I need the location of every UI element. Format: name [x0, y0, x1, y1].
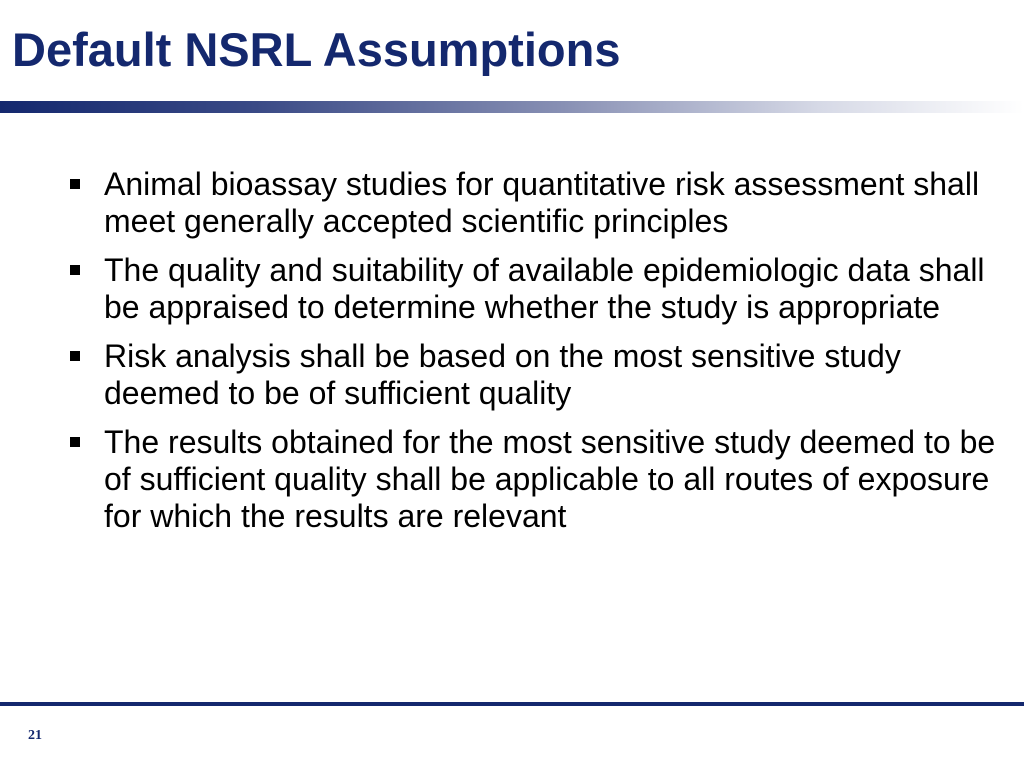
square-bullet-icon [70, 437, 80, 447]
bullet-text: Risk analysis shall be based on the most sensitive study deemed to be of sufficient quality [104, 338, 901, 411]
square-bullet-icon [70, 265, 80, 275]
bullet-text: Animal bioassay studies for quantitative risk assessment shall meet generally accepted scientific principles [104, 166, 980, 239]
bullet-item [66, 338, 1006, 412]
square-bullet-icon [70, 179, 80, 189]
bullet-text: The quality and suitability of available epidemiologic data shall be appraised to determine whether the study is appropriate [104, 252, 985, 325]
footer-divider [0, 702, 1024, 706]
bullet-item [66, 424, 1006, 535]
page-number: 21 [28, 728, 42, 743]
title-divider [0, 101, 1024, 113]
bullet-list [66, 166, 1006, 547]
slide-title: Default NSRL Assumptions [12, 23, 621, 76]
bullet-text: The results obtained for the most sensitive study deemed to be of sufficient quality shall be applicable to all routes of exposure for which the results are relevant [104, 424, 996, 534]
square-bullet-icon [70, 351, 80, 361]
bullet-item [66, 252, 1006, 326]
bullet-item [66, 166, 1006, 240]
